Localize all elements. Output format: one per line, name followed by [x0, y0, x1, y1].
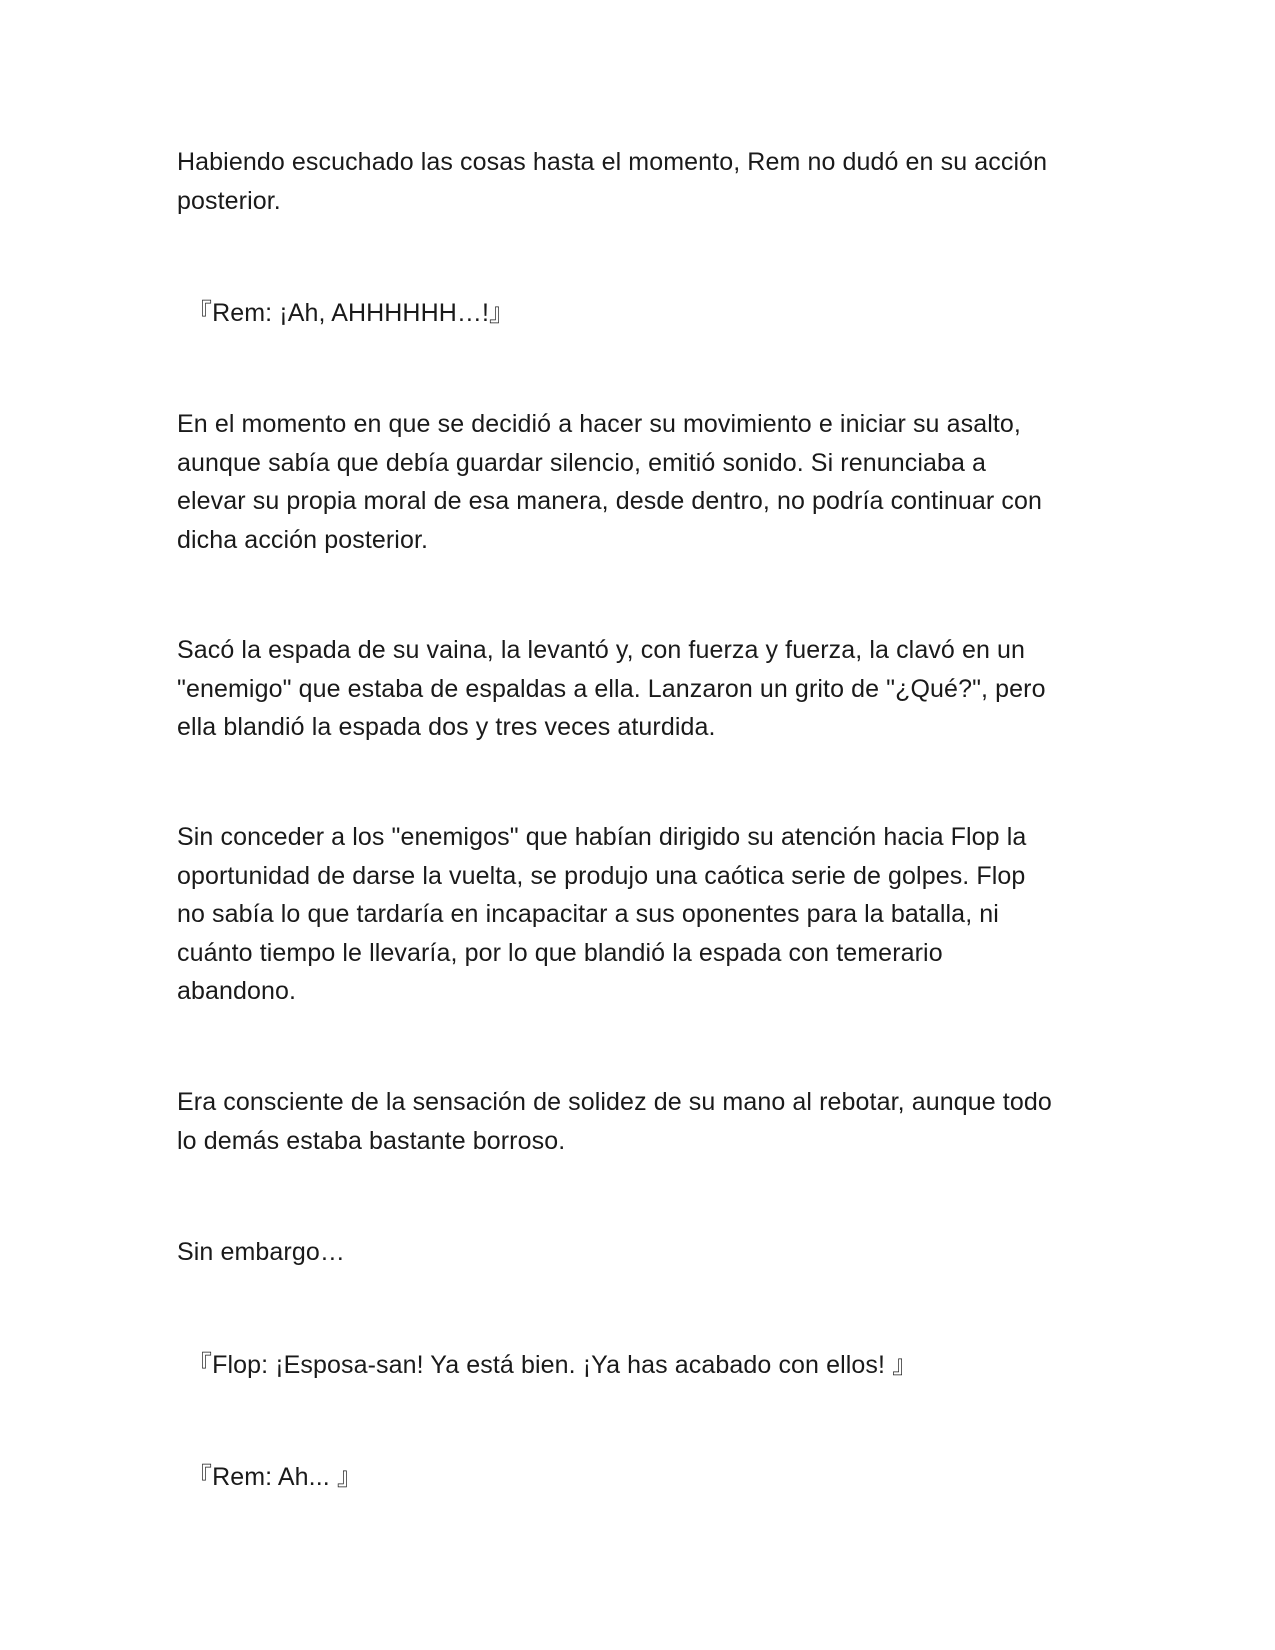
paragraph-5 [177, 818, 1107, 1011]
paragraph-line: Habiendo escuchado las cosas hasta el momento, Rem no dudó en su acción [177, 148, 1048, 176]
paragraph-1 [177, 143, 1107, 220]
paragraph-line: dicha acción posterior. [177, 525, 429, 554]
paragraph-line: lo demás estaba bastante borroso. [177, 1126, 566, 1155]
paragraph-line: Era consciente de la sensación de solidez de su mano al rebotar, aunque todo [177, 1088, 1052, 1116]
paragraph-line: no sabía lo que tardaría en incapacitar a sus oponentes para la batalla, ni [177, 900, 999, 928]
paragraph-line: Sin conceder a los "enemigos" que habían dirigido su atención hacia Flop la [177, 823, 1027, 851]
paragraph-line: ella blandió la espada dos y tres veces aturdida. [177, 713, 716, 741]
dialogue-line: 『Rem: ¡Ah, AHHHHHH…!』 [187, 299, 515, 327]
paragraph-line: oportunidad de darse la vuelta, se produjo una caótica serie de golpes. Flop [177, 861, 1026, 890]
paragraph-4 [177, 631, 1107, 747]
paragraph-line: cuánto tiempo le llevaría, por lo que blandió la espada con temerario [177, 938, 943, 967]
paragraph-3 [177, 405, 1107, 559]
paragraph-line: Sin embargo… [177, 1238, 345, 1266]
paragraph-line: "enemigo" que estaba de espaldas a ella. Lanzaron un grito de "¿Qué?", pero [177, 674, 1046, 703]
paragraph-line: elevar su propia moral de esa manera, desde dentro, no podría continuar con [177, 487, 1042, 515]
dialogue-rem-shout [187, 294, 1117, 333]
dialogue-rem-reply [187, 1458, 1117, 1497]
dialogue-flop [187, 1346, 1117, 1385]
paragraph-line: posterior. [177, 186, 281, 215]
dialogue-line: 『Flop: ¡Esposa-san! Ya está bien. ¡Ya has acabado con ellos! 』 [187, 1351, 918, 1379]
paragraph-line: En el momento en que se decidió a hacer su movimiento e iniciar su asalto, [177, 410, 1021, 438]
paragraph-6 [177, 1083, 1107, 1160]
paragraph-7 [177, 1233, 1107, 1272]
paragraph-line: abandono. [177, 977, 297, 1005]
paragraph-line: aunque sabía que debía guardar silencio, emitió sonido. Si renunciaba a [177, 448, 987, 477]
paragraph-line: Sacó la espada de su vaina, la levantó y, con fuerza y fuerza, la clavó en un [177, 636, 1026, 664]
dialogue-line: 『Rem: Ah... 』 [187, 1463, 362, 1491]
